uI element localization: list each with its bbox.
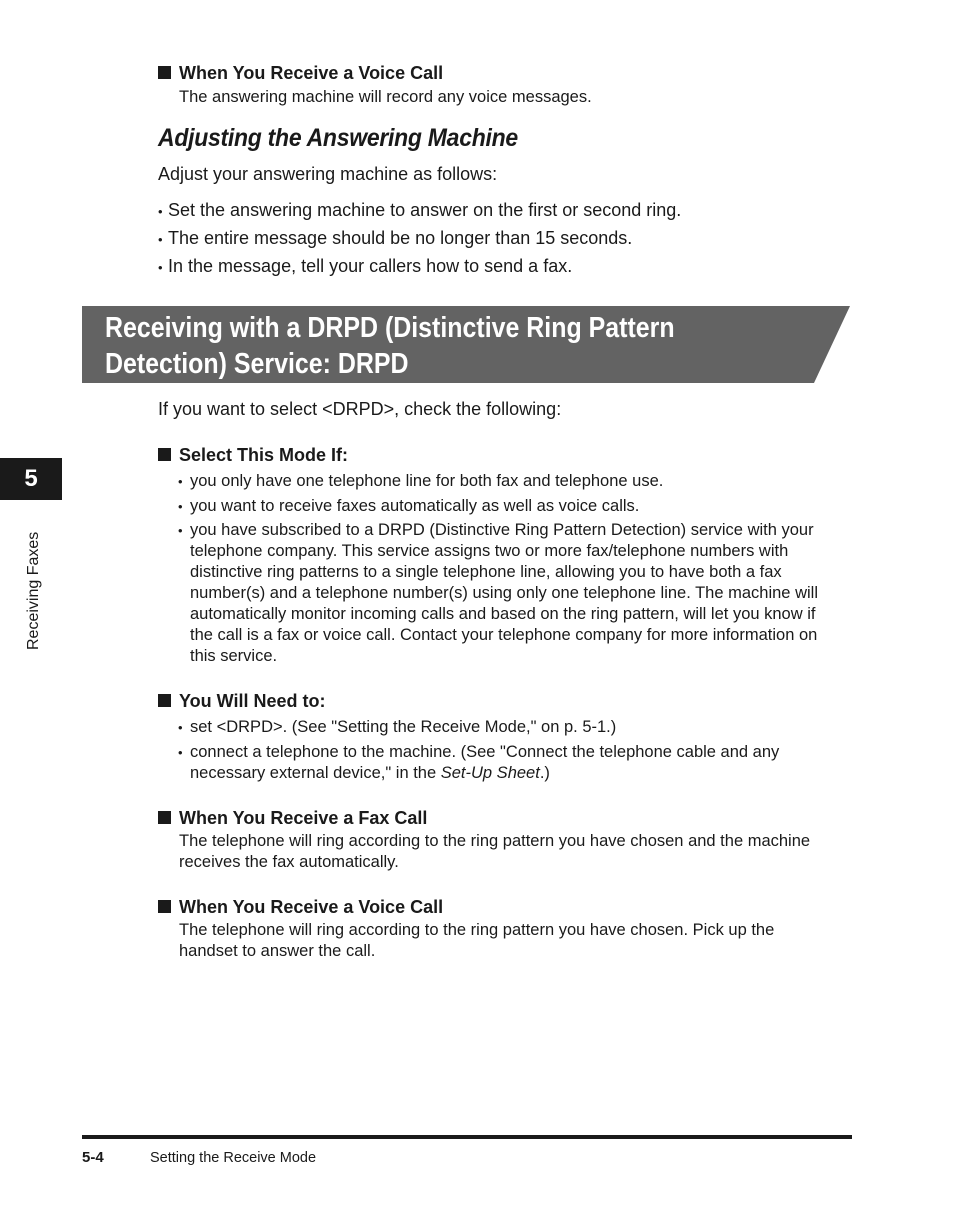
banner-title-line-2: Detection) Service: DRPD — [105, 348, 409, 380]
voice-call-text: The telephone will ring according to the ring pattern you have chosen. Pick up the handset to answer the call. — [179, 921, 775, 960]
drpd-intro: If you want to select <DRPD>, check the following: — [158, 399, 562, 419]
adjusting-bullet-3: • In the message, tell your callers how to send a fax. — [158, 256, 573, 276]
select-mode-heading: Select This Mode If: — [158, 445, 348, 466]
select-mode-bullet-2: • you want to receive faxes automatically as well as voice calls. — [178, 497, 640, 515]
banner-title — [105, 310, 707, 382]
select-mode-bullet-1: • you only have one telephone line for both fax and telephone use. — [178, 472, 664, 490]
chapter-tab-label: Receiving Faxes — [25, 531, 42, 650]
adjusting-bullet-2: • The entire message should be no longer than 15 seconds. — [158, 228, 633, 248]
square-bullet-icon — [158, 900, 171, 913]
need-to-heading: You Will Need to: — [158, 691, 326, 712]
square-bullet-icon — [158, 66, 171, 79]
banner-title-line-1: Receiving with a DRPD (Distinctive Ring Pattern — [105, 312, 675, 344]
square-bullet-icon — [158, 694, 171, 707]
voice-call-heading: When You Receive a Voice Call — [158, 897, 443, 918]
setup-sheet-ref: Set-Up Sheet — [440, 764, 540, 782]
footer-section-title: Setting the Receive Mode — [150, 1150, 317, 1166]
page-number: 5-4 — [82, 1149, 104, 1166]
voice-call-text-top: The answering machine will record any voice messages. — [179, 88, 592, 106]
square-bullet-icon — [158, 448, 171, 461]
voice-call-heading-top: When You Receive a Voice Call — [158, 63, 443, 84]
need-to-bullet-1: • set <DRPD>. (See "Setting the Receive Mode," on p. 5-1.) — [178, 718, 617, 736]
adjusting-title: Adjusting the Answering Machine — [158, 124, 518, 152]
adjusting-lead: Adjust your answering machine as follows: — [158, 164, 498, 184]
square-bullet-icon — [158, 811, 171, 824]
chapter-tab: 5 — [0, 458, 62, 500]
fax-call-text: The telephone will ring according to the ring pattern you have chosen and the machine receives the fax automatically. — [179, 832, 811, 871]
select-mode-bullet-3: • you have subscribed to a DRPD (Distinctive Ring Pattern Detection) service with your telephone company. This service assigns two or more fax/telephone numbers with distinctive ring patterns to a single telephone line, allowing you to have both a fax number(s) and a telephone number(s) using only one telephone line. The machine will automatically monitor incoming calls and based on the ring pattern, will let you know if the call is a fax or voice call. Contact your telephone company for more information on this service. — [178, 521, 818, 665]
adjusting-bullet-1: • Set the answering machine to answer on the first or second ring. — [158, 200, 682, 220]
need-to-bullet-2: • connect a telephone to the machine. (See "Connect the telephone cable and any necessary external device," in the Set-Up Sheet.) — [178, 743, 780, 782]
footer-rule — [82, 1135, 852, 1139]
fax-call-heading: When You Receive a Fax Call — [158, 808, 427, 829]
